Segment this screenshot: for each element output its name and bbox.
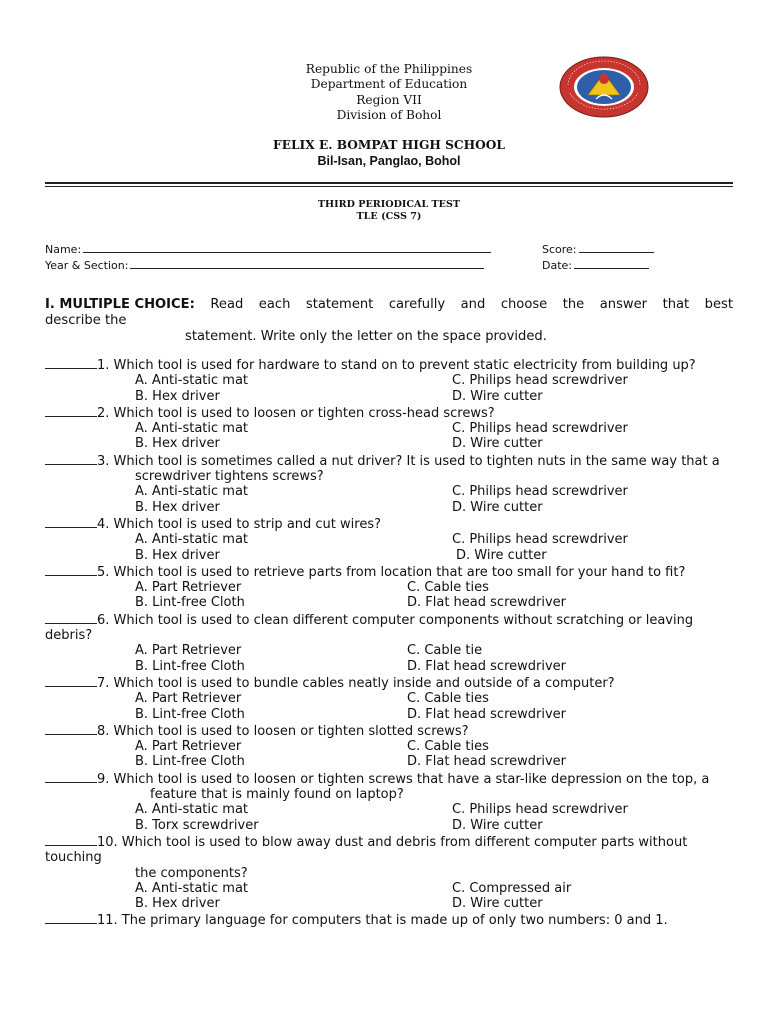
score-blank[interactable]	[579, 241, 654, 253]
question-item	[45, 911, 735, 928]
option-b: B. Hex driver	[135, 499, 220, 515]
option-c: C. Philips head screwdriver	[452, 373, 628, 389]
answer-blank[interactable]	[45, 611, 97, 624]
section-field[interactable]	[45, 257, 484, 273]
option-b: B. Hex driver	[135, 436, 220, 452]
option-c: C. Compressed air	[452, 880, 572, 896]
option-d: D. Wire cutter	[452, 388, 543, 404]
question-stem-continued: feature that is mainly found on laptop?	[150, 787, 404, 803]
option-a: A. Part Retriever	[135, 643, 242, 659]
instr-word: Read	[210, 297, 244, 312]
option-a: A. Part Retriever	[135, 580, 242, 596]
option-d: D. Wire cutter	[452, 436, 543, 452]
option-d: D. Flat head screwdriver	[407, 658, 567, 674]
instr-word: answer	[599, 297, 648, 312]
question-item	[45, 770, 735, 833]
test-subtitle: TLE (CSS 7)	[356, 211, 422, 222]
answer-blank[interactable]	[45, 452, 97, 465]
option-b: B. Torx screwdriver	[135, 817, 259, 833]
date-field[interactable]	[542, 257, 649, 273]
answer-blank[interactable]	[45, 770, 97, 783]
option-b: B. Lint-free Cloth	[135, 754, 245, 770]
option-c: C. Philips head screwdriver	[452, 802, 628, 818]
test-title: THIRD PERIODICAL TEST	[317, 199, 461, 210]
section-blank[interactable]	[130, 257, 484, 269]
option-d: D. Wire cutter	[452, 817, 543, 833]
option-d: D. Wire cutter	[452, 499, 543, 515]
option-a: A. Anti-static mat	[135, 484, 249, 500]
option-c: C. Cable ties	[407, 580, 489, 596]
instr-word: that	[662, 297, 690, 312]
option-d: D. Flat head screwdriver	[407, 754, 567, 770]
answer-blank[interactable]	[45, 356, 97, 369]
question-stem: 6. Which tool is used to clean different computer components without scratching or leaving debris?	[45, 612, 694, 644]
option-b: B. Hex driver	[135, 896, 220, 912]
question-stem-continued: the components?	[135, 865, 248, 881]
question-stem: 10. Which tool is used to blow away dust and debris from different computer parts without touching	[45, 834, 688, 866]
header-line-department: Department of Education	[310, 77, 468, 92]
option-a: A. Anti-static mat	[135, 802, 249, 818]
question-item	[45, 563, 735, 611]
option-b: B. Lint-free Cloth	[135, 706, 245, 722]
option-d: D. Wire cutter	[456, 547, 547, 563]
section-label: Year & Section:	[45, 259, 129, 272]
instructions	[45, 297, 733, 345]
score-label: Score:	[542, 243, 577, 256]
option-a: A. Part Retriever	[135, 691, 242, 707]
header-line-region: Region VII	[356, 92, 422, 107]
name-label: Name:	[45, 243, 82, 256]
question-list	[45, 356, 735, 929]
option-a: A. Anti-static mat	[135, 880, 249, 896]
school-address: Bil-Isan, Panglao, Bohol	[317, 154, 461, 168]
date-label: Date:	[542, 259, 572, 272]
option-d: D. Flat head screwdriver	[407, 595, 567, 611]
option-a: A. Part Retriever	[135, 739, 242, 755]
name-blank[interactable]	[83, 241, 491, 253]
answer-blank[interactable]	[45, 404, 97, 417]
instr-word: the	[562, 297, 585, 312]
school-block	[200, 137, 578, 169]
option-c: C. Philips head screwdriver	[452, 484, 628, 500]
option-c: C. Cable ties	[407, 739, 489, 755]
question-stem: 2. Which tool is used to loosen or tighten cross-head screws?	[97, 405, 495, 421]
answer-blank[interactable]	[45, 722, 97, 735]
option-c: C. Philips head screwdriver	[452, 532, 628, 548]
question-item	[45, 674, 735, 722]
header-divider-thin	[45, 186, 733, 187]
answer-blank[interactable]	[45, 563, 97, 576]
school-seal-logo	[558, 55, 650, 119]
name-field[interactable]	[45, 241, 491, 257]
header-line-division: Division of Bohol	[336, 108, 442, 123]
answer-blank[interactable]	[45, 515, 97, 528]
question-stem: 5. Which tool is used to retrieve parts from location that are too small for your hand to fit?	[97, 564, 686, 580]
option-a: A. Anti-static mat	[135, 421, 249, 437]
header-line-republic: Republic of the Philippines	[305, 62, 473, 76]
question-stem: 4. Which tool is used to strip and cut wires?	[97, 516, 381, 532]
question-stem: 8. Which tool is used to loosen or tighten slotted screws?	[97, 723, 469, 739]
question-item	[45, 452, 735, 515]
question-stem: 3. Which tool is sometimes called a nut driver? It is used to tighten nuts in the same way that a	[97, 453, 720, 469]
option-c: C. Cable tie	[407, 643, 483, 659]
option-c: C. Cable ties	[407, 691, 489, 707]
header-block	[230, 62, 548, 124]
question-stem: 7. Which tool is used to bundle cables neatly inside and outside of a computer?	[97, 675, 615, 691]
option-b: B. Lint-free Cloth	[135, 658, 245, 674]
option-d: D. Wire cutter	[452, 896, 543, 912]
option-d: D. Flat head screwdriver	[407, 706, 567, 722]
instructions-line-3: statement. Write only the letter on the space provided.	[185, 329, 547, 344]
question-item	[45, 356, 735, 404]
instr-word: each	[258, 297, 291, 312]
question-stem: 1. Which tool is used for hardware to stand on to prevent static electricity from building up?	[97, 358, 696, 373]
test-title-block	[230, 199, 548, 223]
option-b: B. Hex driver	[135, 547, 220, 563]
option-a: A. Anti-static mat	[135, 532, 249, 548]
option-c: C. Philips head screwdriver	[452, 421, 628, 437]
question-item	[45, 722, 735, 770]
option-a: A. Anti-static mat	[135, 373, 249, 389]
instr-word: best	[704, 297, 733, 312]
answer-blank[interactable]	[45, 833, 97, 846]
instr-word: and	[460, 297, 486, 312]
instr-word: carefully	[388, 297, 446, 312]
answer-blank[interactable]	[45, 674, 97, 687]
question-stem: 11. The primary language for computers that is made up of only two numbers: 0 and 1.	[97, 913, 668, 929]
question-item	[45, 515, 735, 563]
answer-blank[interactable]	[45, 911, 97, 924]
question-stem: 9. Which tool is used to loosen or tighten screws that have a star-like depression on the top, a	[97, 771, 710, 787]
instructions-line-1	[45, 297, 733, 313]
section-heading: I. MULTIPLE CHOICE:	[45, 297, 195, 312]
instr-word: choose	[500, 297, 548, 312]
school-name: FELIX E. BOMPAT HIGH SCHOOL	[273, 138, 505, 152]
question-item	[45, 833, 735, 911]
question-item	[45, 611, 735, 674]
instructions-line-2: describe the	[45, 313, 127, 328]
option-b: B. Hex driver	[135, 388, 220, 404]
question-item	[45, 404, 735, 452]
option-b: B. Lint-free Cloth	[135, 595, 245, 611]
date-blank[interactable]	[574, 257, 649, 269]
instr-word: statement	[305, 297, 374, 312]
header-divider-thick	[45, 182, 733, 184]
question-stem-continued: screwdriver tightens screws?	[135, 469, 324, 485]
score-field[interactable]	[542, 241, 654, 257]
